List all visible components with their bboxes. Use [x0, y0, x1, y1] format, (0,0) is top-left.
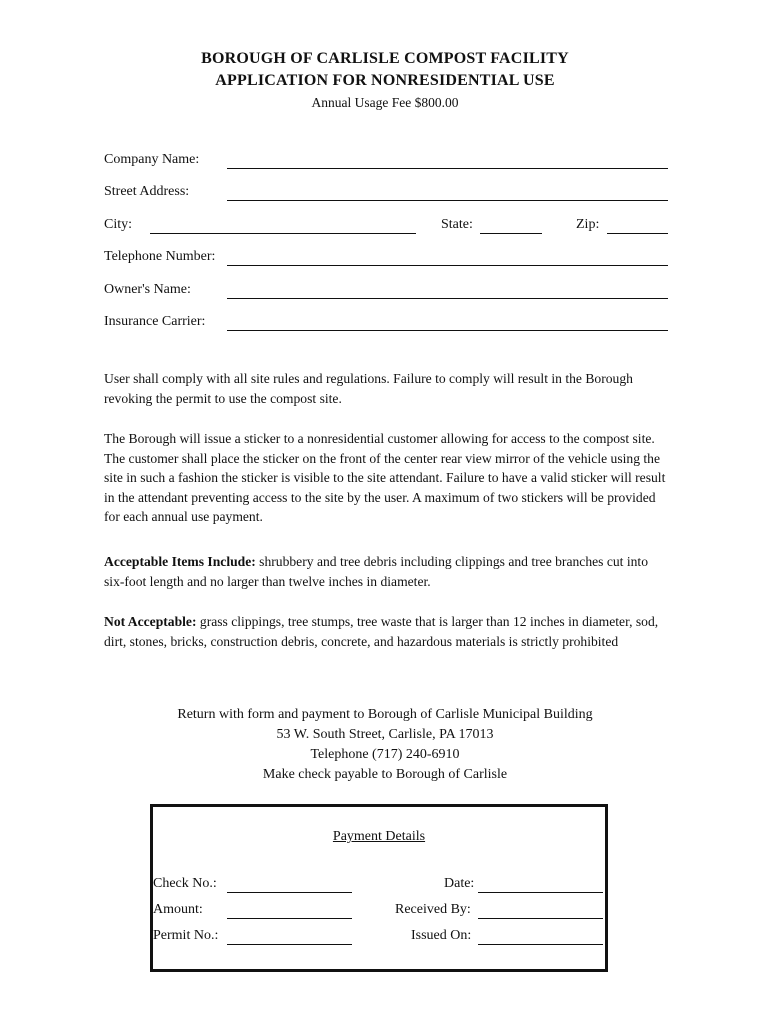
insurance-carrier-field[interactable]: [227, 330, 668, 331]
street-address-field[interactable]: [227, 200, 668, 201]
permit-no-label: Permit No.:: [153, 928, 219, 943]
amount-label: Amount:: [153, 902, 203, 917]
zip-label: Zip:: [576, 217, 600, 232]
city-label: City:: [104, 217, 133, 232]
check-no-field[interactable]: [227, 892, 352, 893]
city-field[interactable]: [150, 233, 416, 234]
state-label: State:: [441, 217, 473, 232]
check-no-label: Check No.:: [153, 876, 217, 891]
annual-fee: Annual Usage Fee $800.00: [311, 95, 459, 110]
telephone-field[interactable]: [227, 265, 668, 266]
municipal-address: 53 W. South Street, Carlisle, PA 17013: [276, 727, 494, 742]
return-instructions: Return with form and payment to Borough of Carlisle Municipal Building: [177, 707, 593, 722]
date-label: Date:: [444, 876, 475, 891]
owners-name-field[interactable]: [227, 298, 668, 299]
issued-on-label: Issued On:: [411, 928, 472, 943]
sticker-paragraph: The Borough will issue a sticker to a nonresidential customer allowing for access to the compost site. The customer shall place the sticker on the front of the center rear view mirror of the vehicle using the site in such a fashion the sticker is visible to the site attendant. Failure to have a valid sticker will result in the attendant preventing access to the site by the user. A maximum of two stickers will be provided for each annual use payment.: [104, 431, 666, 525]
acceptable-items-label: Acceptable Items Include:: [104, 554, 256, 569]
telephone-label: Telephone Number:: [104, 249, 216, 264]
payment-details-title: Payment Details: [332, 829, 426, 844]
zip-field[interactable]: [607, 233, 668, 234]
street-address-label: Street Address:: [104, 184, 190, 199]
site-rules-paragraph: User shall comply with all site rules and regulations. Failure to comply will result in the Borough revoking the permit to use the compost site.: [104, 371, 633, 406]
insurance-carrier-label: Insurance Carrier:: [104, 314, 206, 329]
date-field[interactable]: [478, 892, 603, 893]
state-field[interactable]: [480, 233, 542, 234]
received-by-field[interactable]: [478, 918, 603, 919]
owners-name-label: Owner's Name:: [104, 282, 191, 297]
amount-field[interactable]: [227, 918, 352, 919]
municipal-telephone: Telephone (717) 240-6910: [310, 747, 460, 762]
received-by-label: Received By:: [395, 902, 471, 917]
not-acceptable-paragraph: [104, 612, 670, 651]
acceptable-items-text: shrubbery and tree debris including clippings and tree branches cut into six-foot length and no larger than twelve inches in diameter.: [104, 554, 648, 589]
check-payable-note: Make check payable to Borough of Carlisle: [262, 767, 508, 782]
form-title-line1: BOROUGH OF CARLISLE COMPOST FACILITY: [201, 50, 569, 67]
company-name-label: Company Name:: [104, 152, 200, 167]
acceptable-items-paragraph: [104, 552, 670, 591]
not-acceptable-text: grass clippings, tree stumps, tree waste that is larger than 12 inches in diameter, sod, dirt, stones, bricks, construction debris, concrete, and hazardous materials is strictly prohibited: [104, 614, 659, 649]
company-name-field[interactable]: [227, 168, 668, 169]
permit-no-field[interactable]: [227, 944, 352, 945]
form-title-line2: APPLICATION FOR NONRESIDENTIAL USE: [215, 72, 555, 89]
not-acceptable-label: Not Acceptable:: [104, 614, 197, 629]
issued-on-field[interactable]: [478, 944, 603, 945]
